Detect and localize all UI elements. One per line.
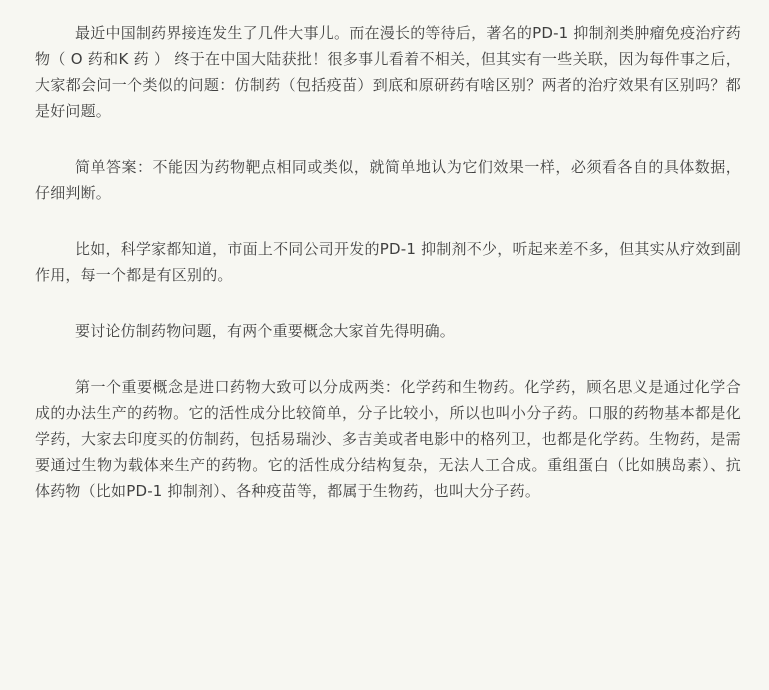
paragraph-example: 比如，科学家都知道，市面上不同公司开发的PD-1 抑制剂不少，听起来差不多，但其实从疗效到副作用，每一个都是有区别的。 [35,240,741,284]
paragraph-intro: 最近中国制药界接连发生了几件大事儿。而在漫长的等待后，著名的PD-1 抑制剂类肿瘤免疫治疗药物（ O 药和K 药 ） 终于在中国大陆获批！很多事儿看着不相关，但其实有一些关联，因为每件事之后，大家都会问一个类似的问题：仿制药（包括疫苗）到底和原研药有啥区别？两者的治疗效果有区别吗？都是好问题。 [35,24,741,120]
paragraph-first-concept: 第一个重要概念是进口药物大致可以分成两类：化学药和生物药。化学药，顾名思义是通过化学合成的办法生产的药物。它的活性成分比较简单，分子比较小，所以也叫小分子药。口服的药物基本都是化学药，大家去印度买的仿制药，包括易瑞沙、多吉美或者电影中的格列卫，也都是化学药。生物药，是需要通过生物为载体来生产的药物。它的活性成分结构复杂，无法人工合成。重组蛋白（比如胰岛素）、抗体药物（比如PD-1 抑制剂）、各种疫苗等，都属于生物药，也叫大分子药。 [35,378,741,500]
paragraph-short-answer: 简单答案：不能因为药物靶点相同或类似，就简单地认为它们效果一样，必须看各自的具体数据，仔细判断。 [35,158,741,202]
article-body [35,20,741,504]
paragraph-concepts-intro: 要讨论仿制药物问题，有两个重要概念大家首先得明确。 [75,322,456,340]
